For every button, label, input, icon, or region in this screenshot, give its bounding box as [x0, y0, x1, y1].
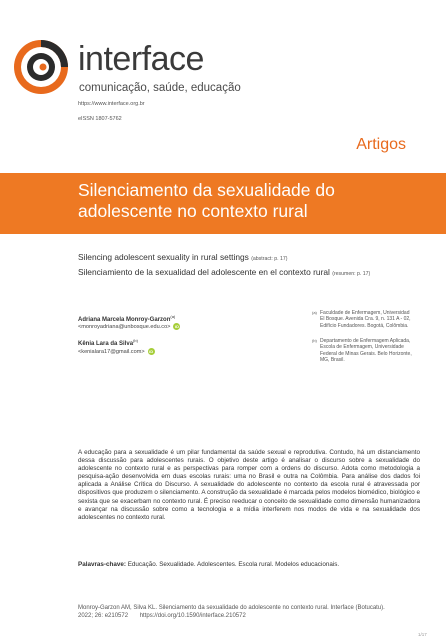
keywords-label: Palavras-chave: — [78, 561, 126, 568]
author-email: <monroyadriana@unbosque.edu.co> iD — [78, 323, 179, 330]
title-english-text: Silencing adolescent sexuality in rural settings — [78, 252, 249, 262]
website-link[interactable]: https://www.interface.org.br — [78, 101, 145, 107]
interface-logo-icon — [12, 38, 70, 96]
author-name: Adriana Marcela Monroy-Garzon$^{(a)}$ — [78, 314, 176, 323]
citation — [78, 604, 420, 620]
title-spanish — [78, 267, 370, 279]
affiliation: (a) Faculdade de Enfermagem, Universidad El Bosque. Avenida Cra. 9, n. 131 A - 02, Edifício Fundadores. Bogotá, Colômbia. — [312, 310, 411, 329]
abstract-text: A educação para a sexualidade é um pilar fundamental da saúde sexual e reprodutiva. Contudo, há um distanciamento dessa discussão para adolescentes rurais. O objetivo deste artigo é analisar o discurso sobre a sexualidade do adolescente no contexto rural e as perspectivas para romper com a ordens do discurso. Adota como metodologia a pesquisa-ação desenvolvida em duas escolas rurais: uma no Brasil e outra na Colômbia. Para análise dos dados foi aplicada a Análise Crítica do Discurso. A sexualidade do adolescente no contexto da escola rural é atravessada por dispositivos que produzem o silenciamento. A construção da sexualidade é marcada pelos modelos biomédico, biológico e sexista que se exacerbam no contexto rural. É preciso reeducar o conceito de sexualidade como dimensão humanizadora e avançar na discussão sobre como a tecnologia e a mídia interferem nos modos de vida e na sexualidade dos adolescentes no contexto rural. — [78, 449, 420, 521]
section-label: Artigos — [356, 136, 406, 153]
author-email: <kenialara17@gmail.com> iD — [78, 348, 154, 355]
keywords — [78, 561, 420, 568]
page-number: 1/17 — [418, 632, 427, 637]
eissn-label: eISSN 1807-5762 — [78, 116, 122, 122]
logo-tagline: comunicação, saúde, educação — [79, 82, 241, 94]
abstract-page-note: (abstract: p. 17) — [251, 256, 288, 262]
article-title: Silenciamento da sexualidade do adolescente no contexto rural — [78, 180, 335, 221]
resumen-page-note: (resumen: p. 17) — [332, 271, 371, 277]
title-english — [78, 252, 288, 264]
citation-line: Monroy-Garzon AM, Silva KL. Silenciamento da sexualidade do adolescente no contexto rural. Interface (Botucatu). — [78, 605, 385, 611]
author-name: Kênia Lara da Silva$^{(b)}$ — [78, 338, 138, 347]
keywords-text: Educação. Sexualidade. Adolescentes. Escola rural. Modelos educacionais. — [127, 561, 340, 568]
title-spanish-text: Silenciamiento de la sexualidad del adolescente en el contexto rural — [78, 267, 330, 277]
logo-wordmark: interface — [78, 40, 204, 78]
orcid-icon[interactable]: iD — [149, 349, 154, 354]
citation-doi-line[interactable]: 2022; 26: e210572 https://doi.org/10.1590/interface.210572 — [78, 613, 246, 619]
orcid-icon[interactable]: iD — [174, 324, 179, 329]
affiliation: (b) Departamento de Enfermagem Aplicada, Escola de Enfermagem, Universidade Federal de Minas Gerais. Belo Horizonte, MG, Brasil. — [312, 338, 412, 364]
